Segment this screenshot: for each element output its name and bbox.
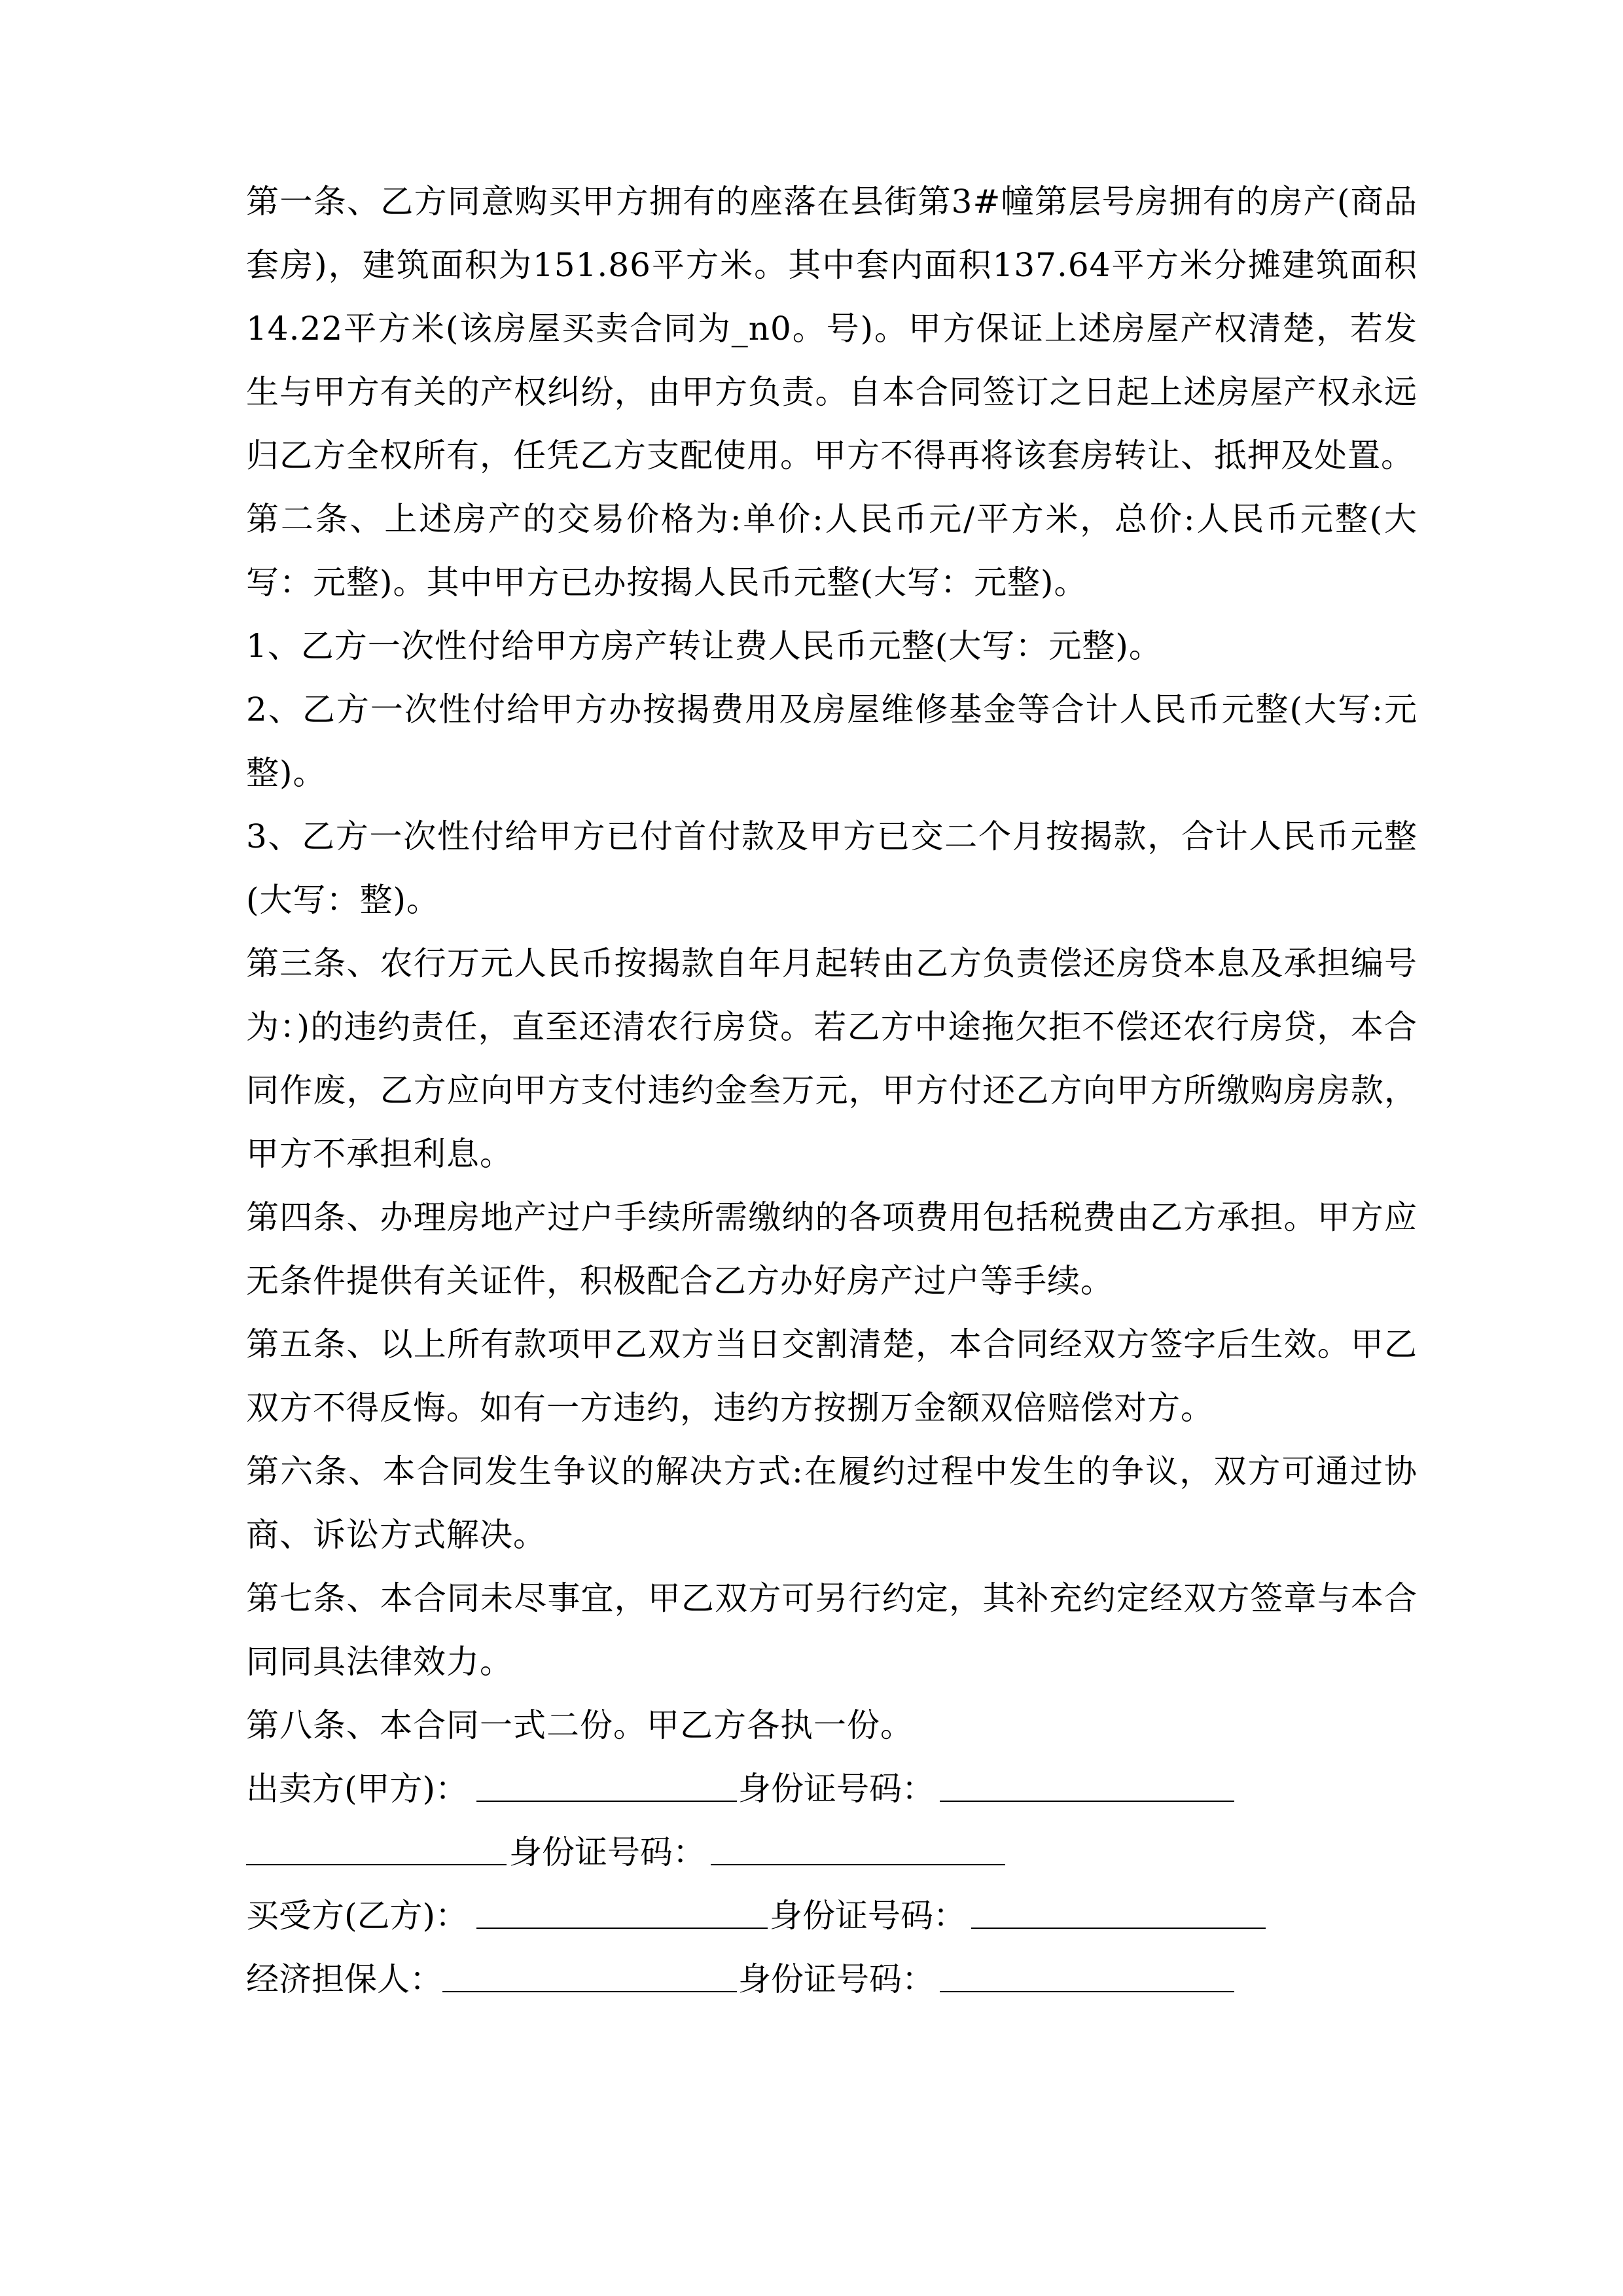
guarantor-line [246, 1948, 1418, 2011]
seller-label: 出卖方(甲方)： [246, 1770, 469, 1808]
seller2-name-blank[interactable] [246, 1821, 507, 1884]
guarantor-id-label: 身份证号码： [738, 1960, 935, 1998]
seller-id-blank[interactable] [940, 1757, 1234, 1821]
seller2-id-blank[interactable] [711, 1821, 1005, 1884]
buyer-id-label: 身份证号码： [770, 1897, 966, 1935]
clause-1: 第一条、乙方同意购买甲方拥有的座落在县街第3#幢第层号房拥有的房产(商品套房)，建筑面积为151.86平方米。其中套内面积137.64平方米分摊建筑面积14.22平方米(该房屋买卖合同为_n0。号)。甲方保证上述房屋产权清楚，若发生与甲方有关的产权纠纷，由甲方负责。自本合同签订之日起上述房屋产权永远归乙方全权所有，任凭乙方支配使用。甲方不得再将该套房转让、抵押及处置。 [246, 183, 1418, 475]
guarantor-label: 经济担保人： [246, 1960, 442, 1998]
clause-2-item-2: 2、乙方一次性付给甲方办按揭费用及房屋维修基金等合计人民币元整(大写:元整)。 [246, 691, 1418, 792]
clause-6: 第六条、本合同发生争议的解决方式:在履约过程中发生的争议，双方可通过协商、诉讼方式解决。 [246, 1452, 1418, 1554]
seller2-line [246, 1821, 1418, 1884]
clause-7: 第七条、本合同未尽事宜，甲乙双方可另行约定，其补充约定经双方签章与本合同同具法律效力。 [246, 1579, 1418, 1681]
clause-3: 第三条、农行万元人民币按揭款自年月起转由乙方负责偿还房贷本息及承担编号为：)的违约责任，直至还清农行房贷。若乙方中途拖欠拒不偿还农行房贷，本合同作废，乙方应向甲方支付违约金叁万元，甲方付还乙方向甲方所缴购房房款，甲方不承担利息。 [246, 944, 1418, 1173]
seller2-id-label: 身份证号码： [509, 1833, 705, 1871]
buyer-id-blank[interactable] [971, 1884, 1266, 1948]
buyer-label: 买受方(乙方)： [246, 1897, 469, 1935]
clause-2-item-1: 1、乙方一次性付给甲方房产转让费人民币元整(大写：元整)。 [246, 627, 1162, 665]
buyer-line [246, 1884, 1418, 1948]
signature-block [246, 1757, 1418, 2011]
buyer-name-blank[interactable] [476, 1884, 768, 1948]
guarantor-id-blank[interactable] [940, 1948, 1234, 2011]
contract-page [246, 170, 1418, 2011]
clause-4: 第四条、办理房地产过户手续所需缴纳的各项费用包括税费由乙方承担。甲方应无条件提供有关证件，积极配合乙方办好房产过户等手续。 [246, 1198, 1418, 1300]
guarantor-name-blank[interactable] [442, 1948, 737, 2011]
clause-2-item-3: 3、乙方一次性付给甲方已付首付款及甲方已交二个月按揭款，合计人民币元整(大写：整)。 [246, 817, 1418, 919]
seller-id-label: 身份证号码： [738, 1770, 935, 1808]
seller-name-blank[interactable] [476, 1757, 737, 1821]
clause-8: 第八条、本合同一式二份。甲乙方各执一份。 [246, 1706, 914, 1744]
clause-5: 第五条、以上所有款项甲乙双方当日交割清楚，本合同经双方签字后生效。甲乙双方不得反悔。如有一方违约，违约方按捌万金额双倍赔偿对方。 [246, 1325, 1418, 1427]
seller-line [246, 1757, 1418, 1821]
clause-2: 第二条、上述房产的交易价格为:单价:人民币元/平方米，总价:人民币元整(大写：元整)。其中甲方已办按揭人民币元整(大写：元整)。 [246, 500, 1418, 601]
